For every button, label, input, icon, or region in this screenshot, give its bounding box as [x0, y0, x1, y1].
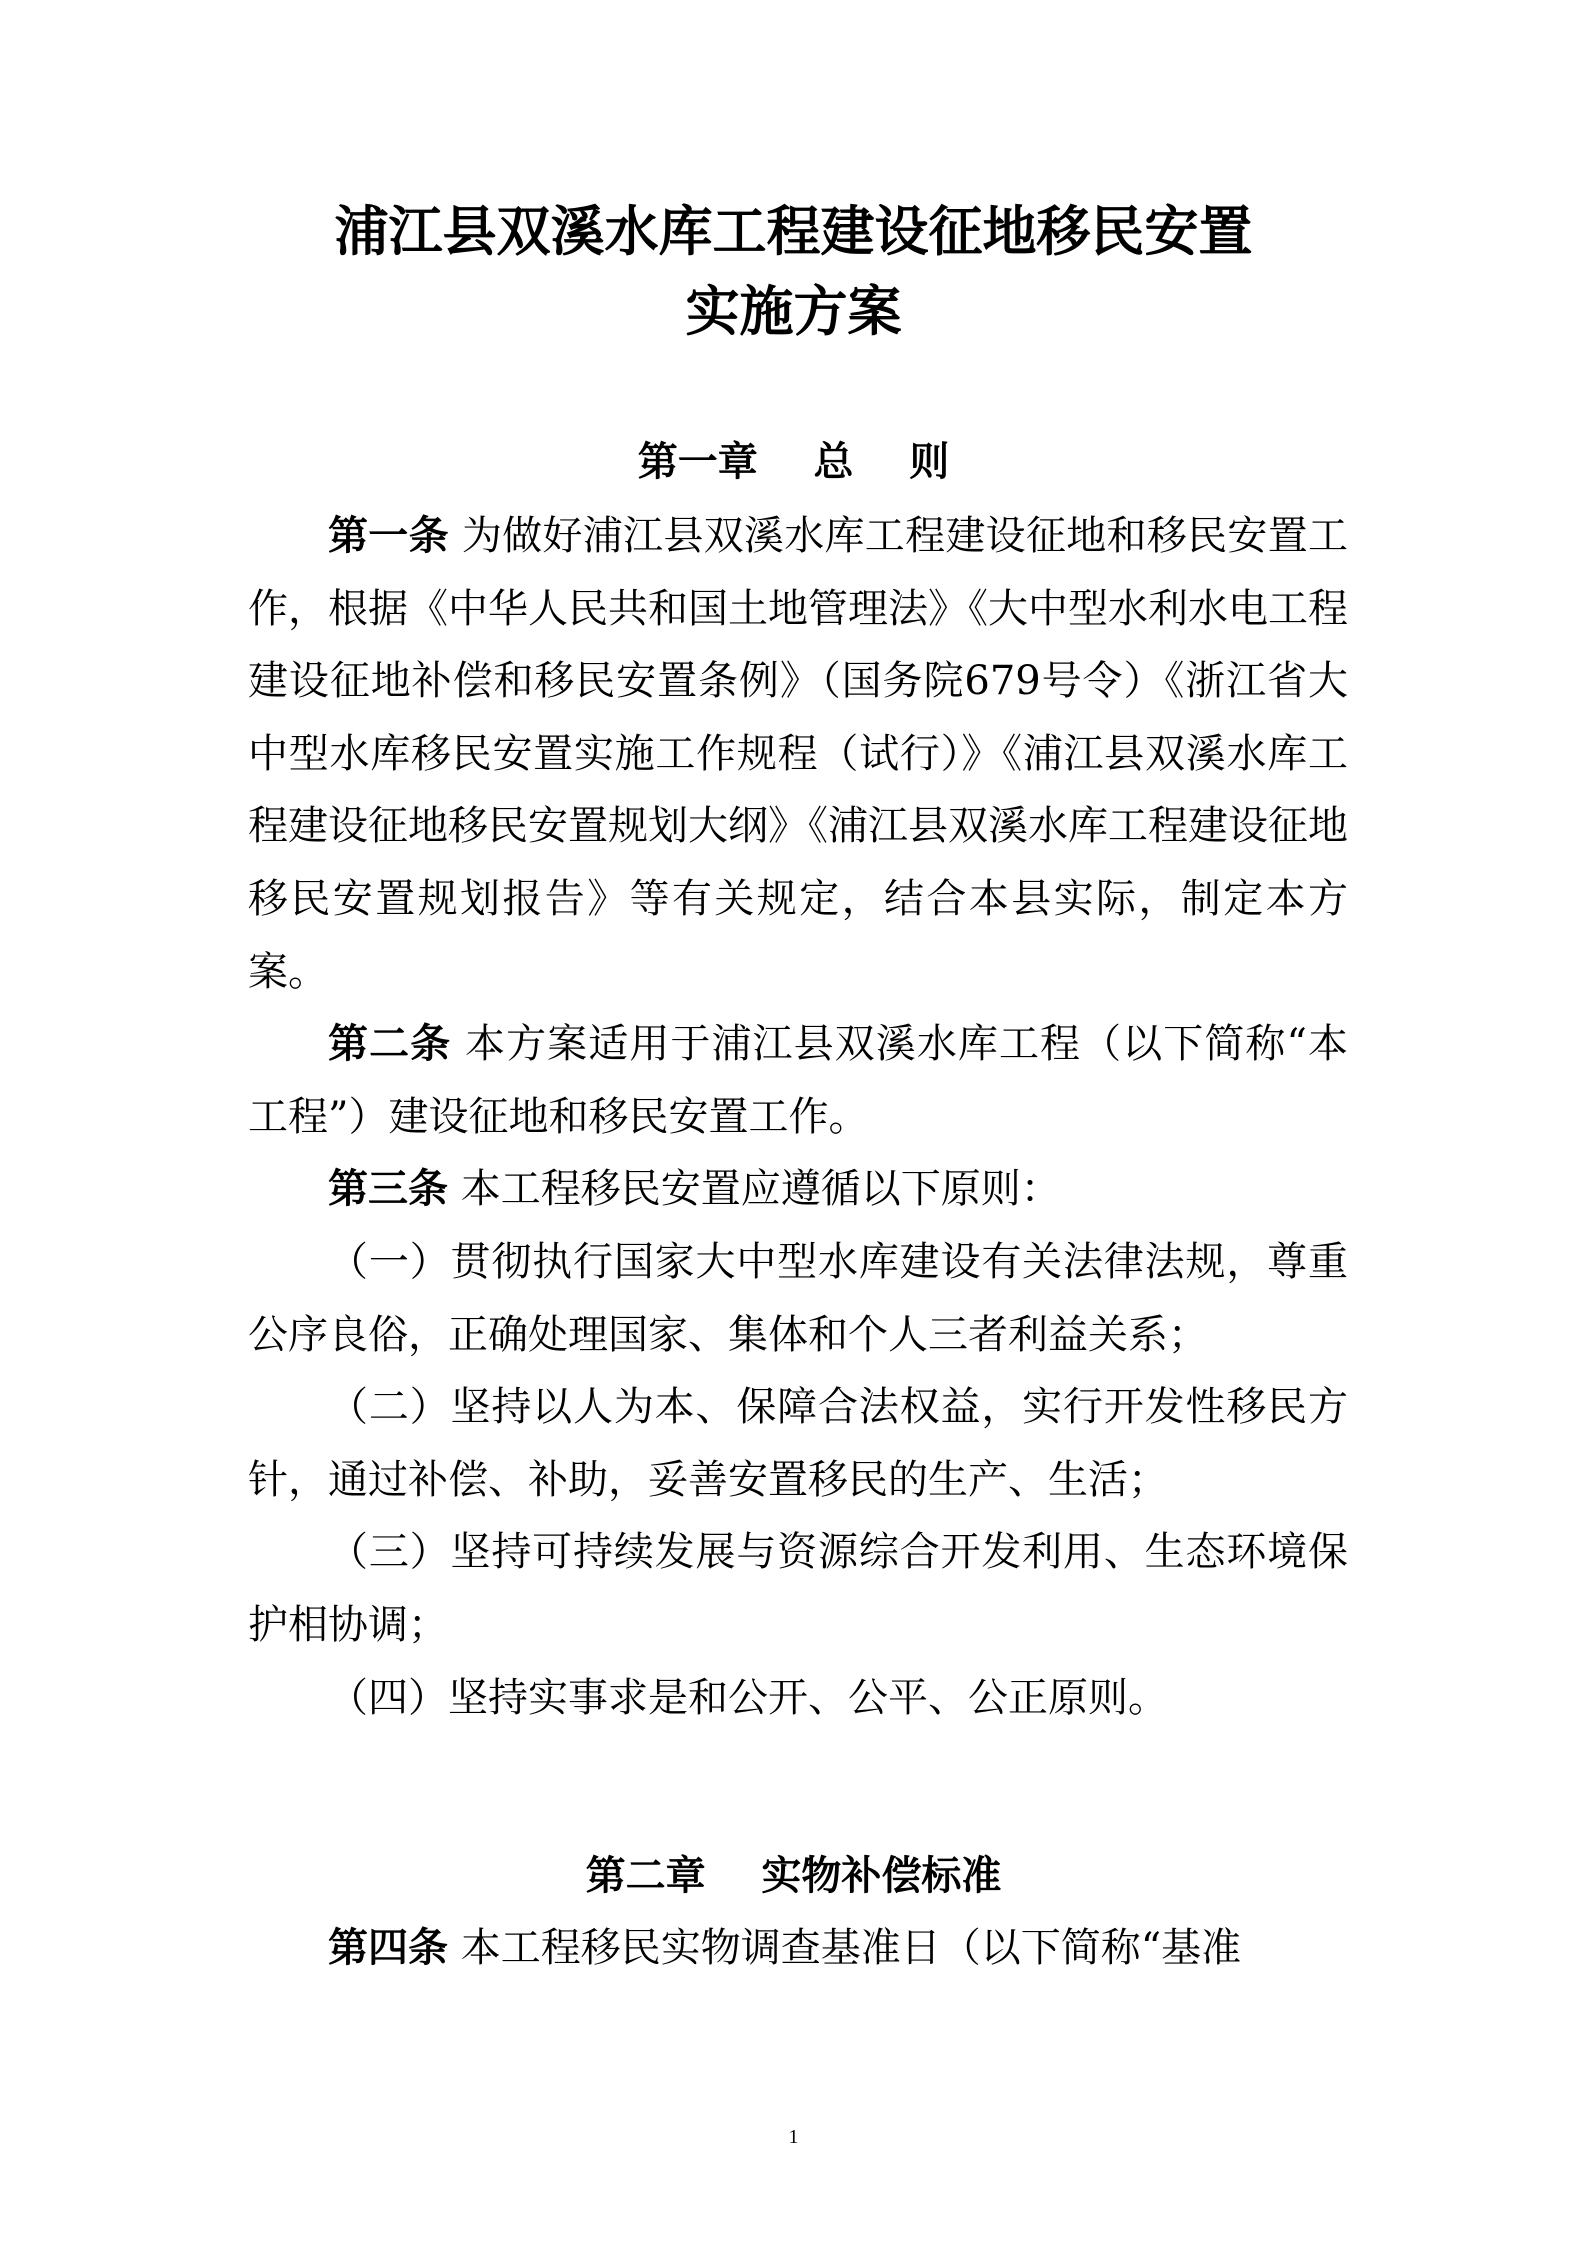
article-1 [248, 500, 1348, 1008]
article-3-text: 本工程移民安置应遵循以下原则： [448, 1166, 1061, 1213]
article-2-text: 本方案适用于浦江县双溪水库工程（以下简称“本工程”）建设征地和移民安置工作。 [248, 1021, 1349, 1140]
document-title-line-2: 实施方案 [685, 280, 902, 343]
chapter-2-heading: 第二章 实物补偿标准 [585, 1853, 1002, 1899]
article-1-text: 为做好浦江县双溪水库工程建设征地和移民安置工作，根据《中华人民共和国土地管理法》《大中型水利水电工程建设征地补偿和移民安置条例》（国务院679号令）《浙江省大中型水库移民安置实施工作规程（试行）》《浦江县双溪水库工程建设征地移民安置规划大纲》《浦江县双溪水库工程建设征地移民安置规划报告》等有关规定，结合本县实际，制定本方案。 [248, 513, 1348, 995]
article-4 [248, 1912, 1348, 1985]
principle-4: （四）坚持实事求是和公开、公平、公正原则。 [328, 1674, 1168, 1721]
page-number: 1 [788, 2126, 799, 2148]
chapter-1-body [248, 500, 1348, 1734]
article-4-label: 第四条 [328, 1925, 448, 1971]
chapter-1-heading: 第一章 总 则 [637, 439, 950, 485]
article-4-text: 本工程移民实物调查基准日（以下简称“基准 [448, 1925, 1242, 1971]
article-1-label: 第一条 [328, 513, 449, 559]
principle-1: （一）贯彻执行国家大中型水库建设有关法律法规，尊重公序良俗，正确处理国家、集体和个人三者利益关系； [248, 1238, 1348, 1358]
document-title-line-1: 浦江县双溪水库工程建设征地移民安置 [334, 200, 1253, 263]
principle-2: （二）坚持以人为本、保障合法权益，实行开发性移民方针，通过补偿、补助，妥善安置移民的生产、生活； [248, 1384, 1348, 1503]
article-3 [248, 1153, 1348, 1226]
article-3-label: 第三条 [328, 1166, 448, 1213]
principle-3: （三）坚持可持续发展与资源综合开发利用、生态环境保护相协调； [248, 1529, 1348, 1648]
article-2 [248, 1008, 1348, 1153]
article-2-label: 第二条 [328, 1021, 452, 1068]
